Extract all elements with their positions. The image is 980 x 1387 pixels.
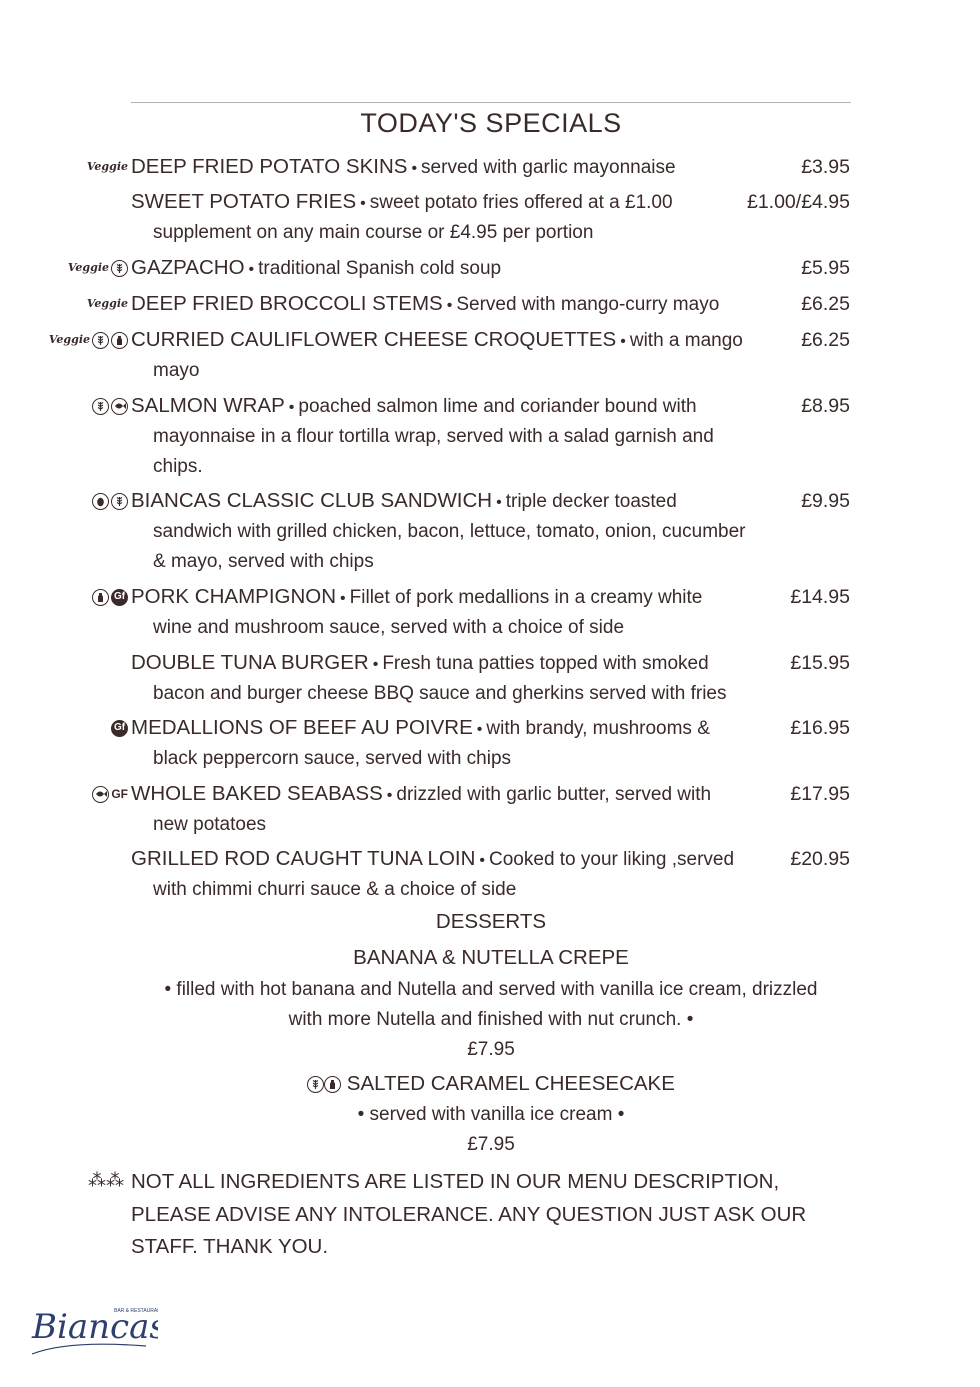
dessert-description: • served with vanilla ice cream • [357,1104,625,1125]
item-name: DEEP FRIED BROCCOLI STEMS [131,292,443,315]
item-first-line [131,152,676,184]
dessert-description: with more Nutella and finished with nut crunch. • [288,1009,694,1030]
item-description: Fillet of pork medallions in a creamy white [349,587,703,608]
gluten-icon [307,1076,324,1093]
page-title: TODAY'S SPECIALS [360,108,622,138]
logo-text: Biancas [32,1307,158,1347]
item-first-line [131,289,719,321]
item-first-line [131,582,702,614]
allergy-note-line: PLEASE ADVISE ANY INTOLERANCE. ANY QUESTION JUST ASK OUR [131,1203,807,1226]
item-description: with a mango [629,330,743,351]
item-first-line [131,713,710,745]
header-rule [131,102,851,103]
item-description: sandwich with grilled chicken, bacon, lettuce, tomato, onion, cucumber [153,520,746,542]
bullet-separator: • [360,195,366,212]
item-description: Fresh tuna patties topped with smoked [382,653,709,674]
desserts-heading: DESSERTS [435,910,547,933]
item-first-line [131,325,743,357]
allergy-note-line: STAFF. THANK YOU. [131,1235,329,1258]
item-name: GRILLED ROD CAUGHT TUNA LOIN [131,847,476,870]
item-description: served with garlic mayonnaise [421,157,676,178]
item-name: DEEP FRIED POTATO SKINS [131,155,408,178]
asterism-icon: ⁂⁂ [88,1170,124,1190]
veggie-icon: Veggie [67,261,109,274]
gluten-free-icon: GF [111,787,128,801]
gluten-icon [111,493,128,510]
dietary-icons [92,391,128,421]
item-name: MEDALLIONS OF BEEF AU POIVRE [131,716,473,739]
dairy-icon [92,589,109,606]
item-description: sweet potato fries offered at a £1.00 [369,192,673,213]
dietary-icons [68,253,128,283]
item-name: DOUBLE TUNA BURGER [131,651,369,674]
item-first-line [131,391,697,423]
veggie-icon: Veggie [86,297,128,310]
bullet-separator: • [446,297,453,314]
dietary-icons [92,486,128,516]
item-name: PORK CHAMPIGNON [131,585,337,608]
item-price: £14.95 [790,586,850,608]
gluten-icon [92,332,109,349]
dessert-price: £7.95 [467,1039,515,1060]
dietary-icons [49,325,128,355]
item-name: SWEET POTATO FRIES [131,190,357,213]
gluten-free-icon: Gf [111,589,128,606]
logo-tagline: BAR & RESTAURA [114,1308,158,1314]
dairy-icon [324,1076,341,1093]
item-price: £9.95 [801,490,850,512]
gluten-icon [92,398,109,415]
item-name: GAZPACHO [131,256,245,279]
item-description: black peppercorn sauce, served with chips [153,747,512,769]
bullet-separator: • [248,261,255,278]
item-description: & mayo, served with chips [153,551,374,572]
item-description: with chimmi churri sauce & a choice of side [153,878,517,900]
bullet-separator: • [620,333,626,350]
dietary-icons [92,779,128,809]
allergy-note-line: NOT ALL INGREDIENTS ARE LISTED IN OUR MENU DESCRIPTION, [131,1170,780,1193]
dessert-name: SALTED CARAMEL CHEESECAKE [346,1072,675,1095]
item-name: WHOLE BAKED SEABASS [131,782,383,805]
dietary-icons [87,152,128,182]
bullet-separator: • [288,399,295,416]
item-description: new potatoes [153,813,267,835]
item-description: poached salmon lime and coriander bound with [298,396,697,417]
item-description: supplement on any main course or £4.95 per portion [153,221,594,243]
dessert-name: BANANA & NUTELLA CREPE [353,946,629,969]
item-name: BIANCAS CLASSIC CLUB SANDWICH [131,489,493,512]
bullet-separator: • [411,160,418,177]
item-name: CURRIED CAULIFLOWER CHEESE CROQUETTES [131,328,617,351]
dessert-row [131,1072,851,1096]
item-description: traditional Spanish cold soup [258,258,502,279]
bullet-separator: • [372,656,379,673]
item-first-line [131,779,711,811]
dietary-icons [111,713,128,743]
item-price: £3.95 [801,156,850,178]
item-price: £1.00/£4.95 [746,191,850,213]
dairy-icon [111,332,128,349]
item-description: triple decker toasted [505,491,677,512]
bullet-separator: • [496,494,502,511]
item-first-line [131,844,734,876]
item-price: £17.95 [790,783,850,805]
dietary-icons [87,289,128,319]
item-price: £6.25 [801,293,850,315]
bullet-separator: • [340,590,346,607]
egg-icon [92,493,109,510]
item-price: £5.95 [801,257,850,279]
item-price: £6.25 [801,329,850,351]
item-description: mayonnaise in a flour tortilla wrap, served with a salad garnish and [153,425,714,447]
item-first-line [131,648,709,680]
bullet-separator: • [386,787,393,804]
item-description: drizzled with garlic butter, served with [396,784,712,805]
item-description: with brandy, mushrooms & [486,718,710,739]
item-first-line [131,253,501,285]
dietary-icons [92,582,128,612]
veggie-icon: Veggie [48,333,90,346]
item-price: £20.95 [790,848,850,870]
item-description: Cooked to your liking ,served [489,849,735,870]
biancas-logo [28,1300,158,1365]
veggie-icon: Veggie [86,160,128,173]
item-description: mayo [153,359,200,381]
item-name: SALMON WRAP [131,394,285,417]
item-price: £16.95 [790,717,850,739]
bullet-separator: • [476,721,483,738]
item-description: chips. [153,456,203,477]
dessert-price: £7.95 [467,1134,515,1155]
fish-icon [111,398,128,415]
item-price: £8.95 [801,395,850,417]
item-description: wine and mushroom sauce, served with a choice of side [153,616,625,638]
fish-icon [92,786,109,803]
item-first-line [131,486,677,518]
gluten-free-icon: Gf [111,720,128,737]
gluten-icon [111,260,128,277]
item-first-line [131,187,673,219]
item-description: bacon and burger cheese BBQ sauce and gherkins served with fries [153,682,727,704]
bullet-separator: • [479,852,486,869]
item-price: £15.95 [790,652,850,674]
item-description: Served with mango-curry mayo [456,294,720,315]
dessert-description: • filled with hot banana and Nutella and served with vanilla ice cream, drizzled [164,979,818,1000]
